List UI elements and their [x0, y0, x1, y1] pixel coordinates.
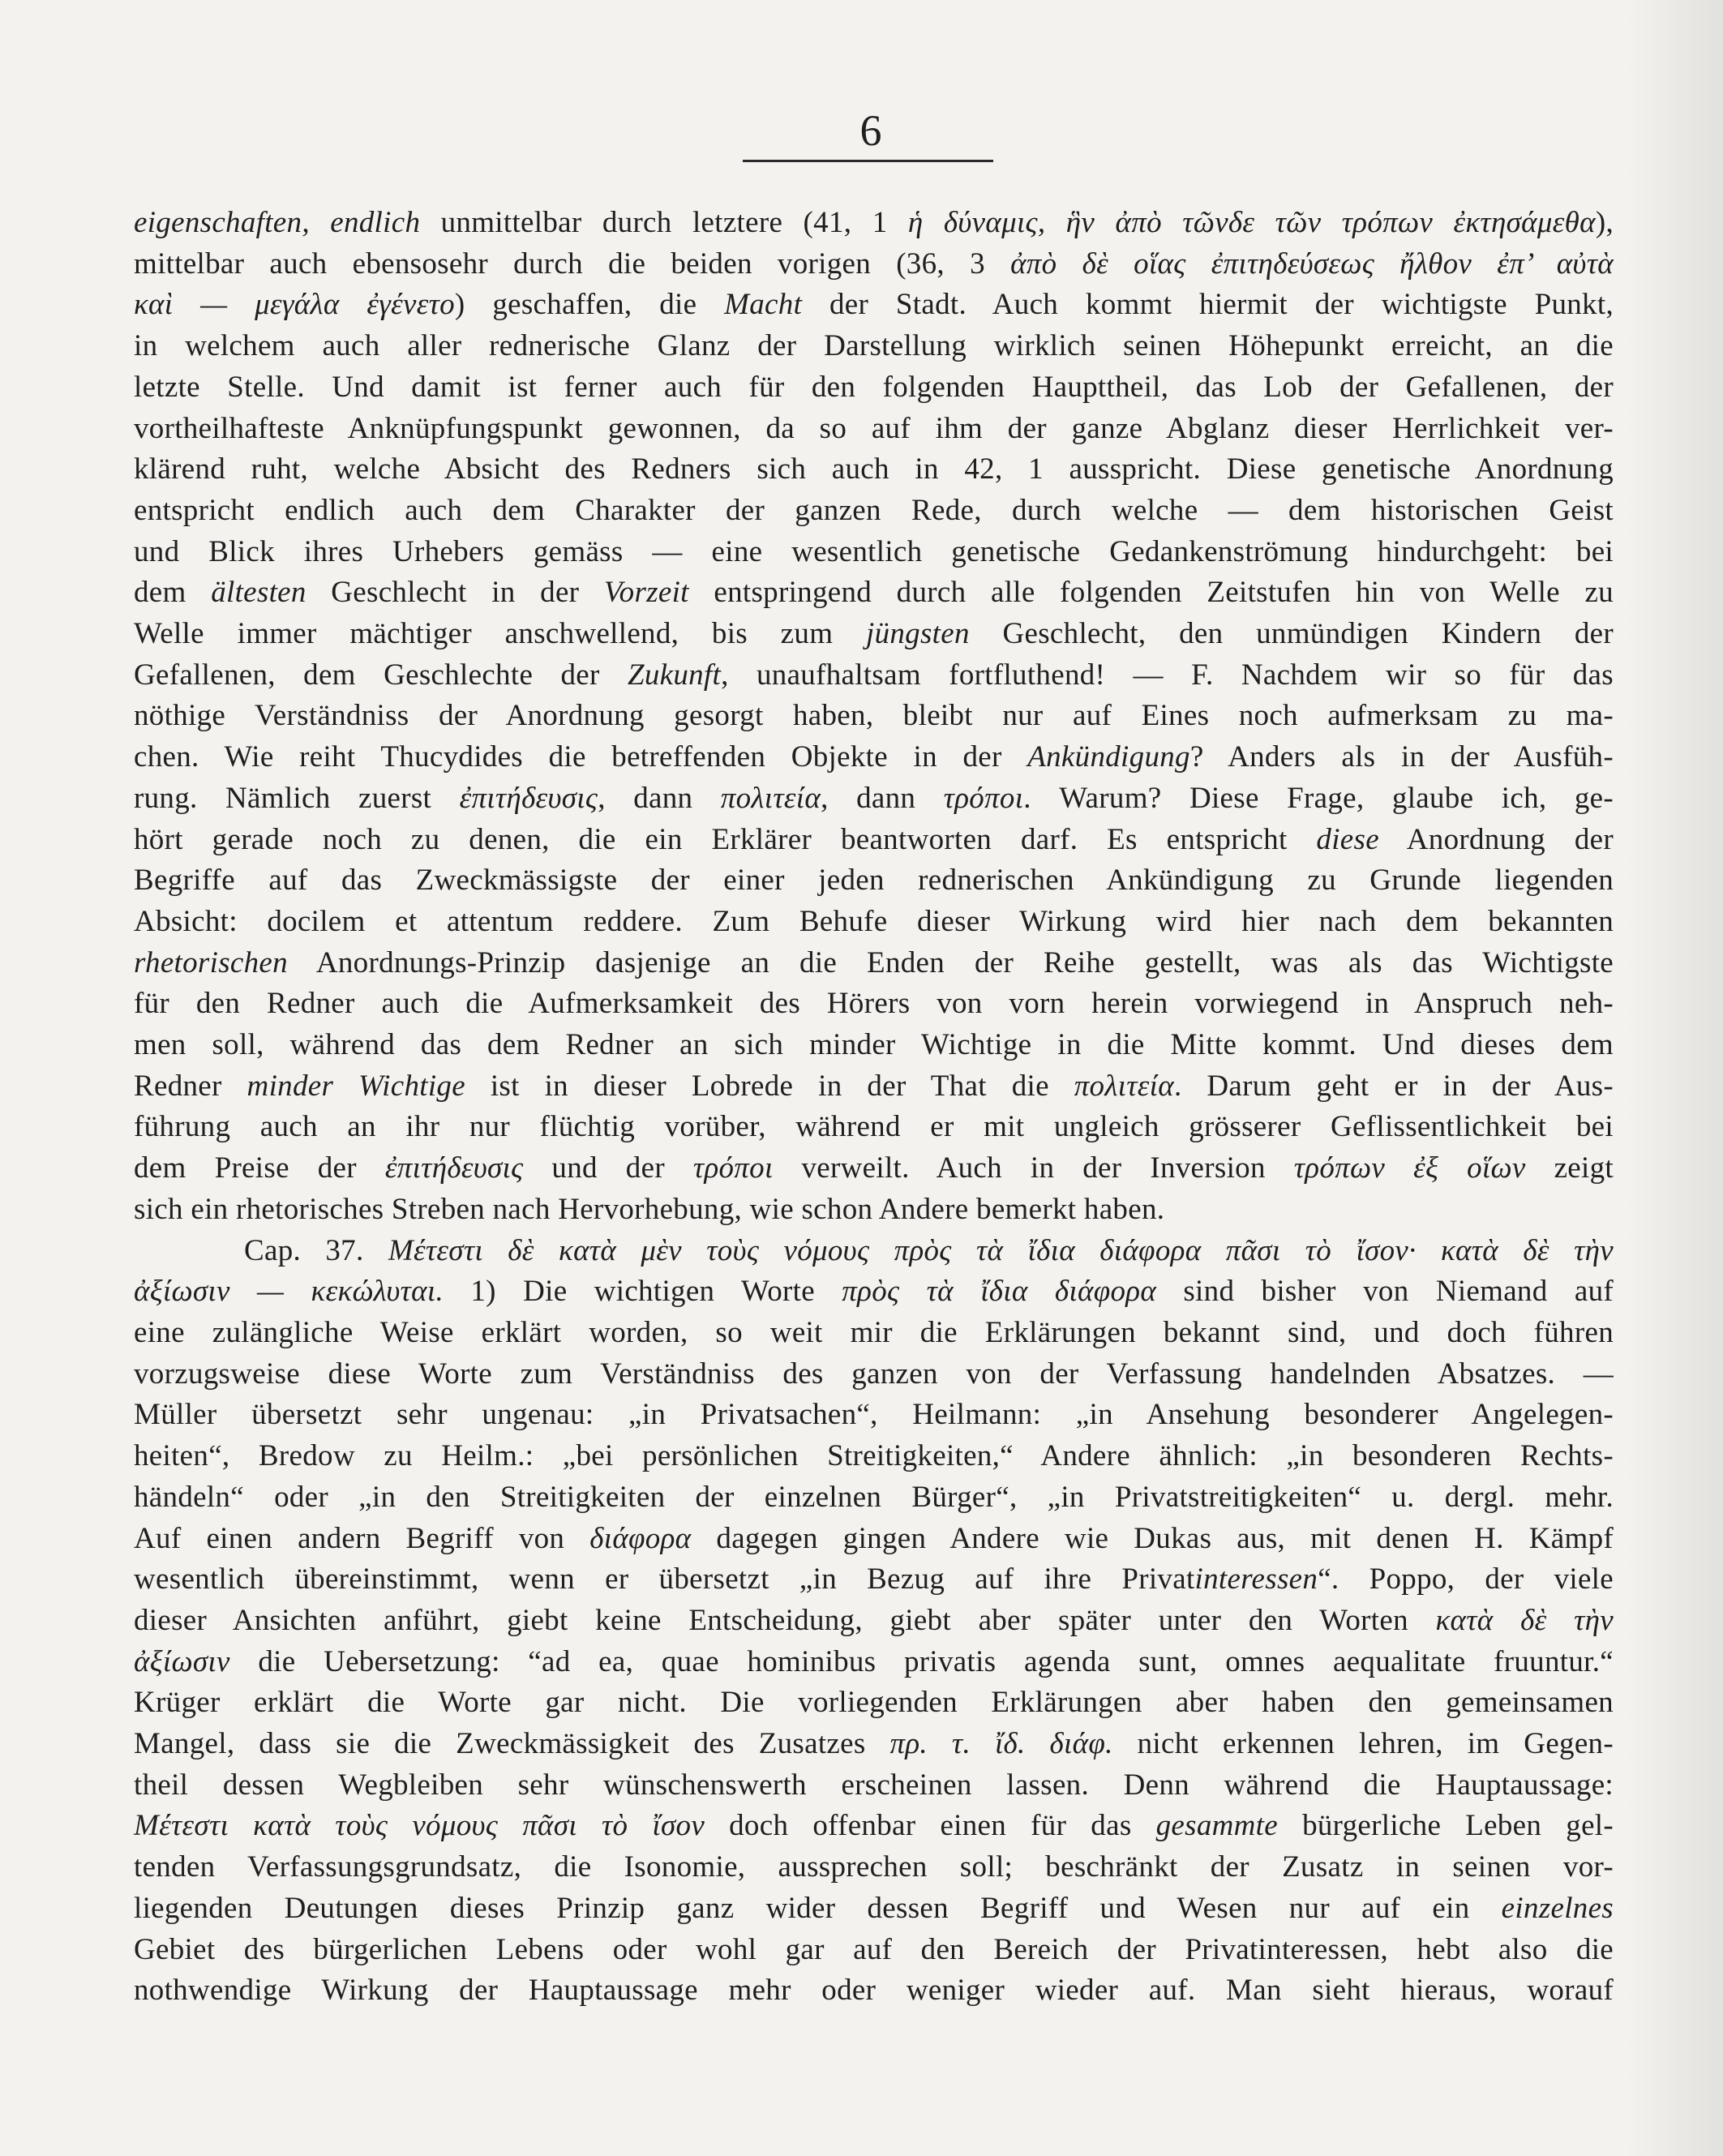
roman-text: nöthige Verständniss der Anordnung gesorgt haben, bleibt nur auf Eines noch aufmerksam zu ma- [134, 699, 1614, 733]
text-line [134, 572, 1614, 614]
roman-text: Müller übersetzt sehr ungenau: „in Privatsachen“, Heilmann: „in Ansehung besonderer Angelegen- [134, 1398, 1614, 1432]
greek-text: πρὸς τὰ ἴδια διάφορα [842, 1275, 1157, 1309]
greek-text: τρόποι [943, 781, 1024, 815]
roman-text: sind bisher von Niemand auf [1156, 1275, 1614, 1309]
text-line [134, 902, 1614, 943]
text-line [134, 1107, 1614, 1148]
italic-text: jüngsten [866, 617, 970, 651]
roman-text: klärend ruht, welche Absicht des Redners sich auch in 42, 1 ausspricht. Diese genetische Anordnung [134, 452, 1614, 486]
text-block [134, 203, 1614, 2012]
roman-text: wesentlich übereinstimmt, wenn er übersetzt „in Bezug auf ihre Privat [134, 1562, 1195, 1597]
roman-text: entspringend durch alle folgenden Zeitstufen hin von Welle zu [688, 576, 1614, 610]
italic-text: Vorzeit [603, 576, 689, 610]
text-line [134, 1642, 1614, 1683]
text-line [134, 614, 1614, 655]
greek-text: τρόποι [692, 1151, 774, 1185]
roman-text: entspricht endlich auch dem Charakter der ganzen Rede, durch welche — dem historischen Geist [134, 493, 1614, 527]
italic-text: minder Wichtige [246, 1069, 465, 1103]
roman-text: doch offenbar einen für das [705, 1809, 1156, 1843]
text-line [134, 1354, 1614, 1395]
text-line [134, 409, 1614, 450]
text-line [134, 1313, 1614, 1354]
greek-text: ἀξίωσιν — κεκώλυται. [134, 1275, 444, 1309]
greek-text: τρόπων ἐξ οἵων [1293, 1151, 1526, 1185]
italic-text: ältesten [211, 576, 306, 610]
roman-text: mittelbar auch ebensosehr durch die beiden vorigen (36, 3 [134, 246, 1011, 281]
text-line [134, 778, 1614, 820]
text-line [134, 244, 1614, 285]
roman-text: Anordnungs-Prinzip dasjenige an die Enden der Reihe gestellt, was als das Wichtigste [287, 945, 1614, 979]
greek-text: πολιτεία [720, 781, 821, 815]
greek-text: διάφορα [589, 1521, 692, 1555]
roman-text: bürgerliche Leben gel- [1277, 1809, 1614, 1843]
greek-text: ἐπιτήδευσις [384, 1151, 524, 1185]
text-line [134, 1888, 1614, 1930]
text-line [134, 449, 1614, 491]
roman-text: Cap. 37. [244, 1233, 388, 1267]
roman-text: verweilt. Auch in der Inversion [773, 1151, 1294, 1185]
text-line [134, 1025, 1614, 1066]
greek-text: ἐπιτήδευσις [459, 781, 598, 815]
roman-text: nicht erkennen lehren, im Gegen- [1112, 1727, 1614, 1761]
roman-text: chen. Wie reiht Thucydides die betreffenden Objekte in der [134, 740, 1028, 774]
paragraph-start-line [134, 1231, 1614, 1272]
roman-text: Absicht: docilem et attentum reddere. Zum Behufe dieser Wirkung wird hier nach dem bekannten [134, 904, 1614, 938]
roman-text: Geschlecht, den unmündigen Kindern der [969, 617, 1614, 651]
text-line [134, 1477, 1614, 1519]
roman-text: dem [134, 576, 212, 610]
italic-text: Zukunft [627, 658, 722, 692]
roman-text: führung auch an ihr nur flüchtig vorüber, während er mit ungleich grösserer Geflissentlichkeit bei [134, 1110, 1614, 1144]
roman-text: der Stadt. Auch kommt hiermit der wichtigste Punkt, [802, 288, 1614, 322]
text-line [134, 1970, 1614, 2012]
roman-text: Begriffe auf das Zweckmässigste der einer jeden rednerischen Ankündigung zu Grunde liegenden [134, 864, 1614, 898]
roman-text: heiten“, Bredow zu Heilm.: „bei persönlichen Streitigkeiten,“ Andere ähnlich: „in besonderen Rechts- [134, 1439, 1614, 1473]
italic-text: gesammte [1155, 1809, 1278, 1843]
greek-text: καὶ — μεγάλα ἐγένετο [134, 288, 455, 322]
roman-text: Redner [134, 1069, 247, 1103]
text-line [134, 655, 1614, 697]
roman-text: die Uebersetzung: “ad ea, quae hominibus privatis agenda sunt, omnes aequalitate fruuntur.“ [229, 1644, 1614, 1678]
roman-text: ist in dieser Lobrede in der That die [465, 1069, 1074, 1103]
page-number-rule [743, 160, 993, 162]
text-line [134, 1436, 1614, 1477]
text-line [134, 1847, 1614, 1888]
roman-text: , unaufhaltsam fortfluthend! — F. Nachdem wir so für das [721, 658, 1614, 692]
text-line [134, 1559, 1614, 1601]
text-line [134, 1601, 1614, 1642]
roman-text: theil dessen Wegbleiben sehr wünschenswerth erscheinen lassen. Denn während die Hauptaussage: [134, 1768, 1614, 1802]
italic-text: eigenschaften, endlich [134, 206, 421, 239]
text-line [134, 820, 1614, 861]
italic-text: Ankündigung [1027, 740, 1190, 774]
roman-text: , dann [598, 781, 721, 815]
greek-text: ἀξίωσιν [134, 1644, 230, 1678]
greek-text: ἡ δύναμις, ἣν ἀπὸ τῶνδε τῶν τρόπων ἐκτησάμεθα [907, 206, 1596, 239]
roman-text: . Darum geht er in der Aus- [1173, 1069, 1614, 1103]
text-line [134, 285, 1614, 326]
roman-text: Anordnung der [1378, 822, 1614, 856]
roman-text: Krüger erklärt die Worte gar nicht. Die vorliegenden Erklärungen aber haben den gemeinsamen [134, 1686, 1614, 1720]
roman-text: Geschlecht in der [306, 576, 604, 610]
text-line [134, 203, 1614, 244]
text-line [134, 1395, 1614, 1436]
roman-text: Welle immer mächtiger anschwellend, bis zum [134, 617, 866, 651]
roman-text: unmittelbar durch letztere (41, 1 [420, 206, 908, 239]
roman-text: Auf einen andern Begriff von [134, 1521, 590, 1555]
roman-text: ? Anders als in der Ausfüh- [1189, 740, 1614, 774]
roman-text: vorzugsweise diese Worte zum Verständniss des ganzen von der Verfassung handelnden Absatzes. — [134, 1357, 1614, 1391]
text-line [134, 1066, 1614, 1108]
roman-text: liegenden Deutungen dieses Prinzip ganz wider dessen Begriff und Wesen nur auf ein [134, 1891, 1502, 1925]
text-line [134, 1148, 1614, 1189]
text-line [134, 860, 1614, 902]
text-line [134, 532, 1614, 573]
roman-text: und Blick ihres Urhebers gemäss — eine wesentlich genetische Gedankenströmung hindurchgeht: bei [134, 534, 1614, 568]
roman-text: ) geschaffen, die [454, 288, 725, 322]
roman-text: zeigt [1525, 1151, 1614, 1185]
text-line [134, 1724, 1614, 1765]
greek-text: Μέτεστι δὲ κατὰ μὲν τοὺς νόμους πρὸς τὰ ἴδια διάφορα πᾶσι τὸ ἴσον· κατὰ δὲ τὴν [388, 1233, 1614, 1267]
greek-text: ἀπὸ δὲ οἵας ἐπιτηδεύσεως ἤλθον ἐπ’ αὐτὰ [1010, 246, 1614, 281]
roman-text: sich ein rhetorisches Streben nach Hervorhebung, wie schon Andere bemerkt haben. [134, 1192, 1165, 1226]
roman-text: händeln“ oder „in den Streitigkeiten der einzelnen Bürger“, „in Privatstreitigkeiten“ u. dergl. mehr. [134, 1480, 1614, 1514]
text-line [134, 984, 1614, 1025]
text-line [134, 1765, 1614, 1807]
roman-text: rung. Nämlich zuerst [134, 781, 460, 815]
text-line [134, 1682, 1614, 1724]
roman-text: Mangel, dass sie die Zweckmässigkeit des Zusatzes [134, 1727, 890, 1761]
italic-text: diese [1316, 822, 1379, 856]
greek-text: κατὰ δὲ τὴν [1435, 1603, 1614, 1637]
roman-text: Gefallenen, dem Geschlechte der [134, 658, 628, 692]
page-number: 6 [859, 106, 882, 155]
roman-text: “. Poppo, der viele [1318, 1562, 1614, 1597]
roman-text: . Warum? Diese Frage, glaube ich, ge- [1023, 781, 1614, 815]
roman-text: nothwendige Wirkung der Hauptaussage mehr oder weniger wieder auf. Man sieht hieraus, worauf [134, 1974, 1614, 2008]
roman-text: eine zulängliche Weise erklärt worden, so weit mir die Erklärungen bekannt sind, und doch führen [134, 1315, 1614, 1349]
roman-text: Gebiet des bürgerlichen Lebens oder wohl gar auf den Bereich der Privatinteressen, hebt also die [134, 1932, 1614, 1966]
italic-text: einzelnes [1501, 1891, 1614, 1925]
roman-text: hört gerade noch zu denen, die ein Erklärer beantworten darf. Es entspricht [134, 822, 1317, 856]
roman-text: , dann [821, 781, 944, 815]
paragraph-end-line [134, 1189, 1614, 1231]
text-line [134, 1930, 1614, 1971]
roman-text: dem Preise der [134, 1151, 385, 1185]
roman-text: in welchem auch aller rednerische Glanz der Darstellung wirklich seinen Höhepunkt erreicht, an die [134, 329, 1614, 363]
text-line [134, 696, 1614, 737]
italic-text: Macht [724, 288, 803, 322]
roman-text: dieser Ansichten anführt, giebt keine Entscheidung, giebt aber später unter den Worten [134, 1603, 1436, 1637]
roman-text: ), [1595, 206, 1614, 239]
text-line [134, 326, 1614, 367]
text-line [134, 1519, 1614, 1560]
roman-text: 1) Die wichtigen Worte [444, 1275, 842, 1309]
roman-text: vortheilhafteste Anknüpfungspunkt gewonnen, da so auf ihm der ganze Abglanz dieser Herrlichkeit ver- [134, 411, 1614, 445]
page-edge-shadow [1626, 0, 1723, 2156]
text-line [134, 737, 1614, 778]
text-line [134, 491, 1614, 532]
text-line [134, 1271, 1614, 1313]
greek-text: πρ. τ. ἴδ. διάφ. [889, 1727, 1113, 1761]
italic-text: rhetorischen [134, 945, 288, 979]
text-line [134, 367, 1614, 409]
text-line [134, 943, 1614, 984]
greek-text: Μέτεστι κατὰ τοὺς νόμους πᾶσι τὸ ἴσον [134, 1809, 705, 1843]
roman-text: tenden Verfassungsgrundsatz, die Isonomie, aussprechen soll; beschränkt der Zusatz in seinen vor- [134, 1850, 1614, 1884]
greek-text: πολιτεία [1074, 1069, 1174, 1103]
italic-text: interessen [1194, 1562, 1318, 1597]
roman-text: und der [523, 1151, 693, 1185]
text-line [134, 1806, 1614, 1847]
roman-text: dagegen gingen Andere wie Dukas aus, mit denen H. Kämpf [691, 1521, 1614, 1555]
roman-text: letzte Stelle. Und damit ist ferner auch für den folgenden Haupttheil, das Lob der Gefallenen, der [134, 370, 1614, 404]
roman-text: für den Redner auch die Aufmerksamkeit des Hörers von vorn herein vorwiegend in Anspruch neh- [134, 987, 1614, 1021]
roman-text: men soll, während das dem Redner an sich minder Wichtige in die Mitte kommt. Und dieses dem [134, 1028, 1614, 1062]
